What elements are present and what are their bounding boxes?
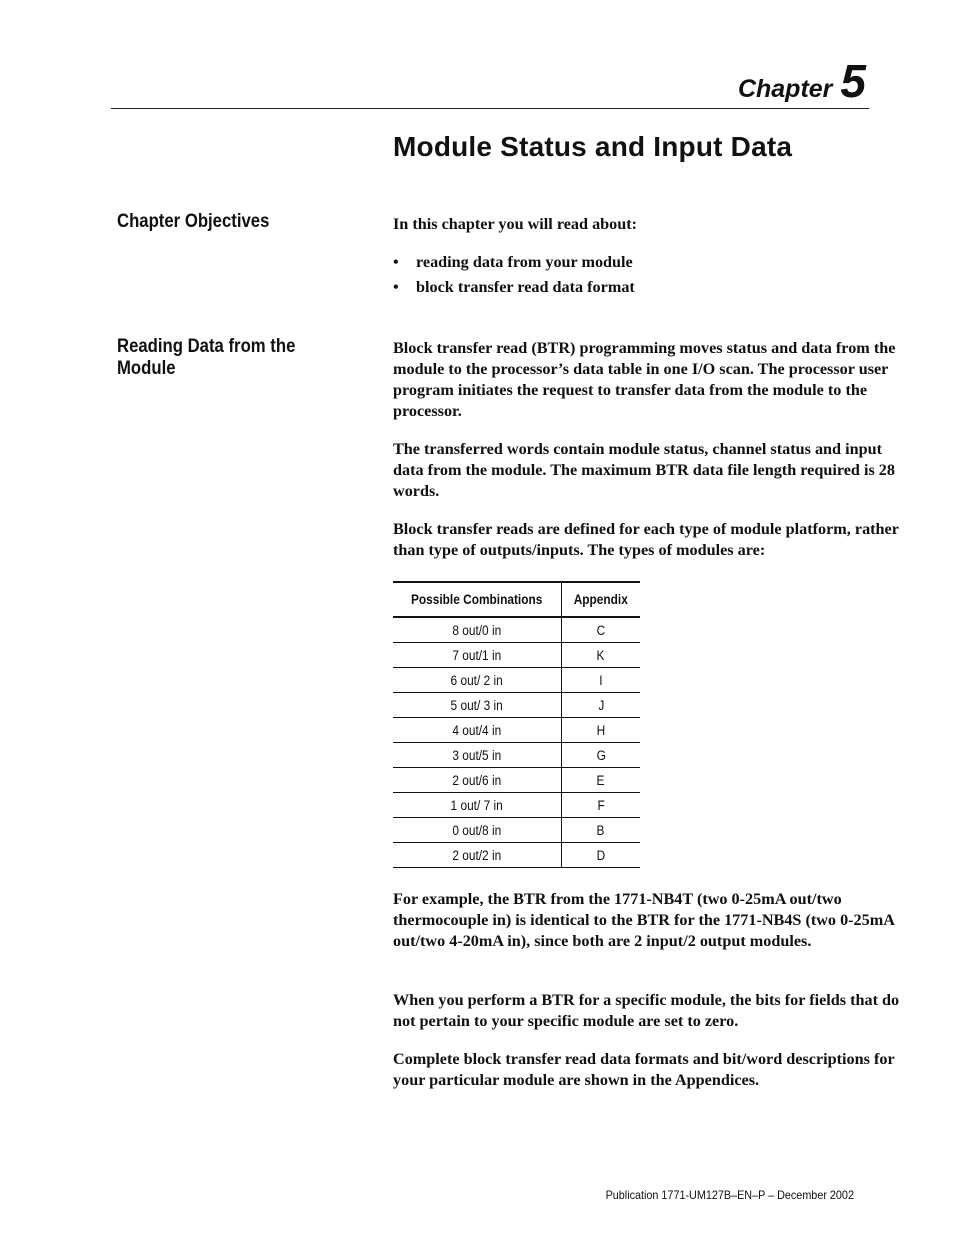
header-rule <box>111 108 869 109</box>
list-item: • reading data from your module <box>393 252 635 277</box>
table-row <box>393 793 640 818</box>
table-cell: 3 out/5 in <box>393 743 562 768</box>
objectives-list <box>393 252 635 302</box>
table-cell: 2 out/2 in <box>393 843 562 868</box>
table-cell: 0 out/8 in <box>393 818 562 843</box>
table-row <box>393 818 640 843</box>
table-row <box>393 743 640 768</box>
table-row <box>393 693 640 718</box>
paragraph: The transferred words contain module status, channel status and input data from the module. The maximum BTR data file length required is 28 words. <box>393 440 895 500</box>
table-cell: B <box>562 818 641 843</box>
table-cell: K <box>562 643 641 668</box>
table-cell: H <box>562 718 641 743</box>
table-row <box>393 768 640 793</box>
column-header: Possible Combinations <box>393 582 562 617</box>
section-heading-line: Module <box>117 358 176 379</box>
combinations-table <box>393 581 640 868</box>
paragraph: Block transfer read (BTR) programming moves status and data from the module to the processor’s data table in one I/O scan. The processor user program initiates the request to transfer data from the module to the processor. <box>393 339 896 420</box>
table-row <box>393 617 640 643</box>
column-header: Appendix <box>562 582 641 617</box>
table-cell: I <box>562 668 641 693</box>
section-heading-objectives: Chapter Objectives <box>117 211 270 232</box>
chapter-label: Chapter <box>737 75 833 103</box>
table-row <box>393 668 640 693</box>
paragraph: For example, the BTR from the 1771-NB4T (two 0-25mA out/two thermocouple in) is identical to the BTR for the 1771-NB4S (two 0-25mA out/two 4-20mA in), since both are 2 input/2 output modules. <box>393 890 895 950</box>
section-heading-reading <box>117 336 295 380</box>
table-cell: C <box>562 617 641 643</box>
table-cell: 6 out/ 2 in <box>393 668 562 693</box>
table-cell: 5 out/ 3 in <box>393 693 562 718</box>
table-row <box>393 643 640 668</box>
table-header-row <box>393 582 640 617</box>
paragraph: Block transfer reads are defined for each type of module platform, rather than type of outputs/inputs. The types of modules are: <box>393 520 899 559</box>
table-cell: 1 out/ 7 in <box>393 793 562 818</box>
table-cell: 7 out/1 in <box>393 643 562 668</box>
page-title: Module Status and Input Data <box>393 131 793 162</box>
table-cell: J <box>562 693 641 718</box>
chapter-number: 5 <box>840 55 866 107</box>
table-row <box>393 718 640 743</box>
table-cell: D <box>562 843 641 868</box>
table-row <box>393 843 640 868</box>
table-cell: 8 out/0 in <box>393 617 562 643</box>
objectives-intro: In this chapter you will read about: <box>393 215 638 233</box>
table-cell: F <box>562 793 641 818</box>
table-cell: E <box>562 768 641 793</box>
list-item: • block transfer read data format <box>393 277 635 302</box>
publication-footer: Publication 1771-UM127B–EN–P – December 2002 <box>605 1188 854 1202</box>
section-heading-line: Reading Data from the <box>117 336 296 357</box>
table-cell: 2 out/6 in <box>393 768 562 793</box>
chapter-heading <box>737 55 866 107</box>
paragraph: Complete block transfer read data formats and bit/word descriptions for your particular module are shown in the Appendices. <box>393 1050 895 1089</box>
table-cell: 4 out/4 in <box>393 718 562 743</box>
paragraph: When you perform a BTR for a specific module, the bits for fields that do not pertain to your specific module are set to zero. <box>393 991 900 1030</box>
table-cell: G <box>562 743 641 768</box>
